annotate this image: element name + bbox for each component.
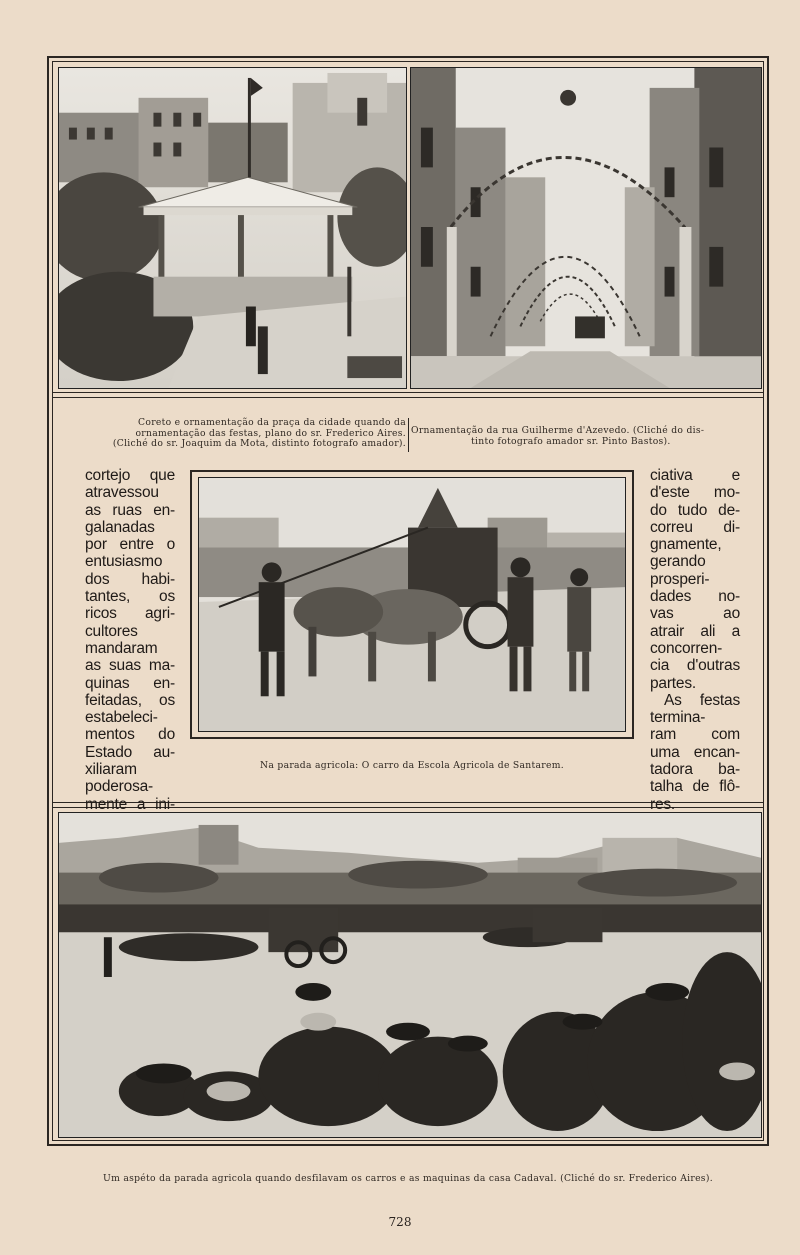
- article-line: poderosa-: [85, 778, 153, 796]
- article-line: mandaram: [85, 639, 158, 657]
- article-line: tadora ba-: [650, 761, 740, 779]
- article-line: tantes, os: [85, 588, 175, 606]
- article-line: talha de flô-: [650, 778, 740, 796]
- article-line: d'este mo-: [650, 484, 740, 502]
- caption-bandstand: [60, 418, 406, 450]
- divider-top: [52, 392, 764, 393]
- article-line: concorren-: [650, 639, 723, 657]
- article-right-column: [650, 467, 740, 813]
- article-line: atravessou: [85, 484, 159, 502]
- caption-parade: Um aspéto da parada agricola quando desfilavam os carros e as maquinas da casa Cadaval. (Cliché do sr. Frederico Aires).: [103, 1173, 713, 1184]
- caption-street-line-2: tinto fotografo amador sr. Pinto Bastos).: [471, 435, 671, 447]
- article-line: atrair ali a: [650, 622, 740, 640]
- photo-agricultural-parade: [58, 812, 762, 1138]
- article-line: as ruas en-: [85, 501, 175, 519]
- article-line: vas ao: [650, 605, 740, 623]
- caption-bandstand-line-2: ornamentação das festas, plano do sr. Frederico Aires.: [135, 427, 406, 439]
- article-line: partes.: [650, 674, 696, 692]
- article-line: uma encan-: [650, 743, 740, 761]
- article-line: galanadas: [85, 518, 155, 536]
- photo-street-arches: [410, 67, 762, 389]
- article-line: feitadas, os: [85, 691, 175, 709]
- article-line: dos habi-: [85, 570, 175, 588]
- article-line: termina-: [650, 709, 706, 727]
- article-line: as suas ma-: [85, 657, 175, 675]
- caption-oxcart: Na parada agricola: O carro da Escola Agricola de Santarem.: [260, 760, 564, 771]
- article-line: mente a ini-: [85, 795, 175, 813]
- article-left-column: [85, 467, 175, 813]
- article-line: por entre o: [85, 536, 175, 554]
- article-line: prosperi-: [650, 570, 710, 588]
- article-line: xiliaram: [85, 761, 137, 779]
- divider-top-2: [52, 397, 764, 398]
- article-line: cia d'outras: [650, 657, 740, 675]
- page-number: 728: [388, 1215, 412, 1229]
- article-line: gnamente,: [650, 536, 722, 554]
- article-line: Estado au-: [85, 743, 175, 761]
- article-line: mentos do: [85, 726, 175, 744]
- article-line: correu di-: [650, 518, 740, 536]
- article-line: dades no-: [650, 588, 740, 606]
- article-line: quinas en-: [85, 674, 175, 692]
- caption-divider: [408, 418, 409, 452]
- caption-street-arches: [411, 426, 761, 447]
- article-line: ricos agri-: [85, 605, 175, 623]
- article-line: do tudo de-: [650, 501, 740, 519]
- article-line: entusiasmo: [85, 553, 163, 571]
- caption-bandstand-line-3: (Cliché do sr. Joaquim da Mota, distinto fotografo amador).: [112, 438, 406, 449]
- article-line: cultores: [85, 622, 138, 640]
- article-line: ciativa e: [650, 467, 740, 484]
- caption-bandstand-line-1: Coreto e ornamentação da praça da cidade quando da: [138, 417, 406, 428]
- article-line: cortejo que: [85, 467, 175, 484]
- article-line: res.: [650, 795, 676, 813]
- article-line: gerando: [650, 553, 706, 571]
- article-line: As festas: [664, 691, 740, 709]
- article-line: estabeleci-: [85, 709, 158, 727]
- photo-bandstand: [58, 67, 407, 389]
- article-line: ram com: [650, 726, 740, 744]
- photo-oxcart: [198, 477, 626, 732]
- caption-street-line-1: Ornamentação da rua Guilherme d'Azevedo. (Cliché do dis-: [411, 425, 705, 436]
